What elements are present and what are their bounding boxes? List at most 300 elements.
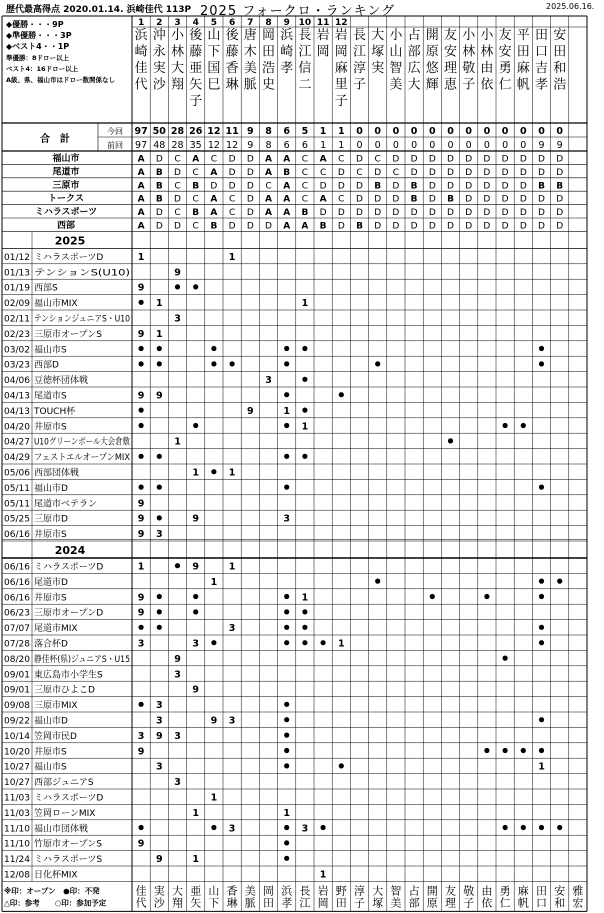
grade-value: A	[137, 194, 145, 205]
point-mark: 9	[137, 838, 145, 850]
grade-value: D	[501, 181, 509, 192]
event-date: 11/10	[4, 824, 30, 835]
grade-value: D	[228, 154, 236, 165]
player-name-char: 二	[298, 77, 312, 93]
grade-value: D	[246, 167, 254, 178]
player-short-char: 仁	[499, 896, 511, 910]
current-total: 0	[483, 126, 491, 137]
grade-value: D	[246, 221, 254, 232]
grade-value: C	[210, 154, 218, 165]
point-mark: 3	[155, 700, 163, 712]
previous-total: 12	[207, 140, 220, 151]
player-name-char: 孝	[534, 77, 549, 93]
player-number: 3	[174, 18, 181, 28]
dot-mark	[157, 485, 162, 490]
grade-value: B	[356, 221, 363, 232]
player-name-char: 子	[352, 77, 367, 93]
player-name-char: 木	[243, 44, 257, 60]
player-name-char: 林	[462, 44, 476, 60]
event-date: 06/23	[4, 608, 30, 619]
player-name-char: 安	[498, 44, 512, 60]
previous-total: 0	[374, 140, 381, 151]
current-total: 9	[246, 126, 254, 137]
grade-value: C	[174, 208, 181, 219]
dot-mark	[211, 469, 216, 474]
player-short-char: 部	[408, 896, 420, 910]
player-short-char: 江	[299, 896, 311, 910]
grade-value: D	[392, 208, 400, 219]
point-mark: 1	[301, 298, 309, 310]
grade-value: D	[210, 181, 218, 192]
dot-mark	[448, 438, 453, 443]
grade-label: 尾道市	[52, 167, 80, 178]
point-mark: 1	[283, 807, 291, 819]
player-name-char: 安	[443, 44, 458, 60]
grade-value: D	[538, 194, 545, 205]
point-mark: 3	[155, 529, 163, 541]
dot-mark	[339, 392, 344, 397]
grade-value: A	[283, 194, 291, 205]
player-name-char: 麻	[516, 61, 530, 76]
grade-value: D	[392, 221, 400, 232]
player-name-char: 理	[443, 61, 458, 76]
event-date: 06/16	[4, 593, 30, 604]
grade-value: D	[556, 208, 564, 219]
previous-total: 12	[226, 140, 239, 151]
dot-mark	[284, 748, 289, 753]
player-number: 1	[137, 18, 145, 28]
grade-value: D	[174, 194, 181, 205]
event-name: テンションS(U10)	[34, 268, 109, 279]
current-label: 今回	[107, 127, 123, 136]
event-date: 02/11	[4, 314, 30, 325]
grade-value: D	[447, 181, 454, 192]
grade-value: D	[319, 181, 327, 192]
grade-value: A	[137, 154, 145, 165]
grade-value: B	[319, 221, 327, 232]
event-date: 02/09	[4, 299, 30, 310]
player-name-char: 琳	[225, 77, 239, 93]
player-name-char: 友	[498, 28, 512, 43]
grade-value: D	[556, 194, 564, 205]
current-total: 0	[356, 126, 363, 137]
grade-value: D	[410, 154, 418, 165]
previous-total: 6	[283, 140, 290, 151]
grade-value: D	[519, 167, 527, 178]
point-mark: 1	[137, 561, 145, 573]
point-mark: 9	[155, 854, 163, 866]
player-name-char: 長	[298, 28, 312, 43]
dot-mark	[284, 702, 289, 707]
dot-mark	[284, 840, 289, 845]
grade-value: D	[519, 194, 527, 205]
grade-value: D	[356, 194, 363, 205]
point-mark: 9	[137, 529, 145, 541]
grade-label: 福山市	[52, 154, 80, 164]
dot-mark	[175, 563, 180, 568]
grade-value: C	[228, 208, 236, 219]
grade-value: D	[465, 181, 473, 192]
current-total: 0	[519, 126, 527, 137]
grade-value: D	[174, 167, 181, 178]
event-date: 08/20	[4, 654, 30, 665]
event-name: テンションジュニアS・U10	[34, 314, 147, 325]
point-mark: 9	[155, 390, 163, 402]
previous-total: 9	[538, 140, 545, 151]
grade-value: C	[301, 154, 309, 165]
player-name-char: 仁	[498, 77, 512, 93]
point-mark: 3	[192, 638, 200, 650]
grade-value: D	[228, 181, 236, 192]
grade-value: C	[301, 167, 309, 178]
previous-total: 0	[392, 140, 399, 151]
player-name-char: 亜	[189, 61, 203, 76]
player-name-char: 悠	[425, 61, 439, 76]
player-short-char: 田	[263, 896, 274, 910]
dot-mark	[139, 485, 144, 490]
player-short-char: 帆	[517, 896, 529, 910]
player-name-char: 信	[298, 61, 312, 76]
dot-mark	[211, 361, 216, 366]
grade-value: D	[447, 221, 454, 232]
previous-total: 1	[338, 140, 345, 151]
point-mark: 1	[174, 436, 181, 448]
point-mark: 1	[228, 561, 236, 573]
player-short-char: 由	[481, 884, 493, 898]
event-name: 三原市オープンS	[34, 329, 102, 340]
grade-value: D	[538, 221, 545, 232]
previous-total: 0	[502, 140, 509, 151]
dot-mark	[211, 825, 216, 830]
player-short-char: 美	[244, 884, 256, 898]
grade-value: D	[501, 167, 509, 178]
current-total: 50	[152, 126, 166, 137]
grade-value: D	[246, 194, 254, 205]
grade-value: D	[392, 181, 400, 192]
player-short-char: 田	[335, 896, 347, 910]
grade-value: D	[374, 208, 382, 219]
player-short-char: 安	[554, 884, 566, 898]
dot-mark	[539, 825, 544, 830]
grade-value: C	[174, 154, 181, 165]
dot-mark	[375, 579, 380, 584]
player-name-char: 里	[334, 77, 348, 93]
previous-total: 28	[171, 140, 184, 151]
player-short-char: 大	[172, 884, 183, 898]
dot-mark	[157, 625, 162, 630]
player-name-char: 江	[352, 44, 367, 60]
dot-mark	[302, 377, 307, 382]
dot-mark	[193, 423, 198, 428]
player-name-char: 帆	[516, 77, 530, 93]
grade-value: C	[192, 194, 199, 205]
grade-value: A	[137, 167, 145, 178]
event-name: 豆徳杯団体戦	[34, 376, 89, 387]
player-short-char: 子	[463, 896, 475, 910]
event-date: 06/16	[4, 562, 30, 573]
player-short-char: 美	[390, 896, 402, 910]
player-short-char: 原	[426, 896, 438, 910]
grade-value: C	[228, 194, 236, 205]
player-short-char: 依	[481, 896, 493, 910]
event-name: 三原市MIX	[34, 701, 78, 712]
current-total: 8	[265, 126, 272, 137]
grade-value: C	[301, 194, 309, 205]
grade-value: A	[210, 194, 218, 205]
player-short-char: 淳	[354, 884, 365, 898]
dot-mark	[139, 454, 144, 459]
dot-mark	[284, 717, 289, 722]
player-name-char: 長	[352, 28, 367, 43]
current-total: 0	[501, 126, 509, 137]
player-name-char: 岡	[334, 44, 348, 60]
previous-total: 0	[520, 140, 527, 151]
player-name-char: 岡	[316, 44, 330, 60]
point-mark: 3	[228, 623, 236, 635]
grade-value: D	[392, 154, 400, 165]
player-name-char: 山	[389, 44, 403, 60]
event-name: 笠岡ローンMIX	[34, 808, 96, 819]
player-name-char: 敬	[462, 61, 476, 76]
grade-value: D	[374, 167, 382, 178]
player-name-char: 和	[553, 61, 567, 76]
player-name-char: 由	[480, 61, 494, 76]
event-name: 井原市S	[34, 593, 67, 604]
grade-value: D	[410, 208, 418, 219]
player-name-char: 浩	[261, 61, 276, 76]
grade-value: D	[337, 221, 345, 232]
event-date: 11/03	[4, 793, 30, 804]
player-short-char: 勇	[499, 884, 511, 898]
player-short-char: 大	[372, 884, 384, 898]
dot-mark	[284, 361, 289, 366]
grade-value: B	[410, 194, 418, 205]
grade-label: ミハラスポーツ	[34, 207, 98, 218]
dot-mark	[157, 361, 162, 366]
dot-mark	[503, 748, 508, 753]
player-number: 9	[283, 18, 290, 28]
section-label: 2024	[54, 544, 86, 557]
player-short-char: 翔	[172, 896, 183, 910]
player-name-char: 永	[152, 44, 166, 60]
player-name-char: 美	[243, 61, 257, 76]
event-name: TOUCH杯	[34, 406, 76, 417]
player-short-char: 浜	[281, 884, 293, 898]
player-name-char: 子	[334, 94, 348, 109]
player-name-char: 林	[170, 44, 185, 60]
current-total: 0	[428, 126, 436, 137]
event-date: 07/07	[4, 624, 30, 635]
grade-value: B	[283, 167, 291, 178]
point-mark: 3	[228, 715, 236, 727]
event-name: 福山市MIX	[34, 299, 78, 310]
event-date: 09/01	[4, 685, 30, 696]
player-short-char: 口	[536, 896, 547, 910]
event-name: 落合杯D	[34, 639, 68, 650]
current-total: 0	[538, 126, 545, 137]
grade-value: D	[228, 167, 236, 178]
dot-mark	[284, 825, 289, 830]
dot-mark	[175, 284, 180, 289]
player-short-char: 脈	[244, 896, 256, 910]
dot-mark	[230, 361, 235, 366]
player-short-char: 香	[226, 884, 238, 898]
player-name-char: 佳	[134, 61, 148, 76]
player-name-char: 後	[189, 28, 203, 43]
grade-value: A	[265, 167, 272, 178]
player-short-char: 宏	[572, 896, 584, 910]
player-short-char: 沙	[153, 896, 165, 910]
current-total: 6	[283, 126, 291, 137]
grade-value: D	[465, 167, 473, 178]
player-name-char: 大	[170, 61, 185, 76]
player-short-char: 孝	[281, 896, 293, 910]
point-mark: 3	[155, 715, 163, 727]
player-short-char: 和	[554, 896, 566, 910]
dot-mark	[484, 594, 489, 599]
grade-value: B	[155, 181, 163, 192]
player-name-char: 安	[553, 28, 567, 43]
previous-total: 8	[265, 140, 272, 151]
dot-mark	[484, 748, 489, 753]
grade-value: D	[246, 181, 254, 192]
player-name-char: 友	[443, 28, 458, 43]
event-date: 03/02	[4, 345, 30, 356]
grade-value: B	[538, 181, 545, 192]
dot-mark	[339, 763, 344, 768]
point-mark: 9	[137, 390, 145, 402]
footer-note-2: △印：参考 ○印：参加予定	[4, 898, 107, 908]
grade-value: D	[428, 221, 436, 232]
grade-value: D	[519, 208, 527, 219]
player-short-char: 田	[536, 884, 547, 898]
player-short-char: 智	[390, 884, 402, 898]
grade-value: C	[192, 167, 199, 178]
grade-value: D	[155, 208, 163, 219]
dot-mark	[302, 609, 307, 614]
point-mark: 3	[283, 513, 291, 525]
grade-value: C	[374, 154, 381, 165]
grade-value: A	[283, 181, 291, 192]
player-name-char: 小	[389, 28, 403, 43]
dot-mark	[539, 748, 544, 753]
player-number: 11	[316, 18, 330, 28]
player-name-char: 香	[225, 61, 239, 76]
point-mark: 9	[246, 405, 254, 417]
dot-mark	[139, 702, 144, 707]
player-name-char: 広	[407, 61, 421, 76]
previous-total: 0	[356, 140, 363, 151]
event-date: 07/28	[4, 639, 30, 650]
player-short-char: 占	[408, 884, 420, 898]
event-date: 09/08	[4, 701, 30, 712]
event-name: 福山市団体戦	[34, 824, 89, 835]
dot-mark	[521, 423, 526, 428]
player-name-char: 原	[425, 44, 439, 60]
player-name-char: 吉	[534, 61, 549, 76]
legend-line: ◆準優勝・・・3P	[6, 31, 72, 40]
point-mark: 9	[210, 715, 218, 727]
player-short-char: 佳	[135, 884, 147, 898]
current-total: 0	[556, 126, 564, 137]
dot-mark	[539, 346, 544, 351]
player-name-char: 田	[534, 28, 549, 43]
event-date: 10/20	[4, 747, 30, 758]
dot-mark	[539, 717, 544, 722]
player-number: 4	[192, 18, 199, 28]
grade-value: D	[501, 154, 509, 165]
grade-label: 三原市	[52, 180, 80, 191]
grade-value: D	[465, 154, 473, 165]
current-total: 5	[301, 126, 309, 137]
grade-label: トークス	[48, 194, 84, 205]
grade-value: D	[483, 208, 491, 219]
player-name-char: 子	[462, 77, 476, 93]
point-mark: 9	[192, 513, 200, 525]
event-name: 尾道市D	[34, 577, 68, 588]
grade-value: D	[337, 208, 345, 219]
grade-value: D	[501, 221, 509, 232]
grade-value: B	[374, 181, 382, 192]
grade-value: D	[483, 194, 491, 205]
grade-value: C	[392, 167, 400, 178]
event-date: 05/25	[4, 514, 30, 525]
dot-mark	[139, 625, 144, 630]
grade-value: D	[228, 221, 236, 232]
dot-mark	[139, 825, 144, 830]
grade-value: D	[556, 167, 564, 178]
current-total: 11	[225, 126, 239, 137]
grade-value: D	[538, 154, 545, 165]
grade-value: D	[319, 208, 327, 219]
player-name-char: 田	[553, 44, 567, 60]
player-name-char: 小	[170, 28, 185, 43]
point-mark: 3	[174, 777, 181, 789]
point-mark: 3	[265, 375, 272, 387]
player-name-char: 代	[134, 77, 148, 93]
player-name-char: 岩	[334, 28, 348, 43]
grade-value: A	[265, 194, 272, 205]
event-name: 西部D	[34, 360, 59, 371]
event-name: 井原市S	[34, 747, 67, 758]
grade-value: D	[519, 181, 527, 192]
dot-mark	[139, 423, 144, 428]
grade-value: D	[538, 167, 545, 178]
point-mark: 9	[174, 653, 181, 665]
player-name-char: 下	[207, 44, 221, 60]
event-date: 04/13	[4, 391, 30, 402]
event-name: 井原市S	[34, 422, 67, 433]
player-name-char: 浩	[553, 77, 567, 93]
grade-value: D	[556, 154, 564, 165]
current-total: 1	[337, 126, 345, 137]
player-name-char: 大	[371, 28, 385, 43]
point-mark: 3	[174, 669, 181, 681]
player-name-char: 口	[534, 44, 549, 60]
dot-mark	[284, 485, 289, 490]
point-mark: 3	[174, 313, 181, 325]
player-name-char: 藤	[189, 44, 203, 60]
event-name: 東広島市小学生S	[34, 670, 103, 681]
player-name-char: 輝	[425, 77, 439, 93]
player-name-char: 大	[407, 77, 421, 93]
player-number: 10	[298, 18, 312, 28]
player-short-char: 長	[299, 884, 311, 898]
player-name-char: 田	[261, 44, 276, 60]
grade-value: D	[483, 154, 491, 165]
dot-mark	[157, 454, 162, 459]
player-name-char: 巳	[207, 77, 221, 93]
